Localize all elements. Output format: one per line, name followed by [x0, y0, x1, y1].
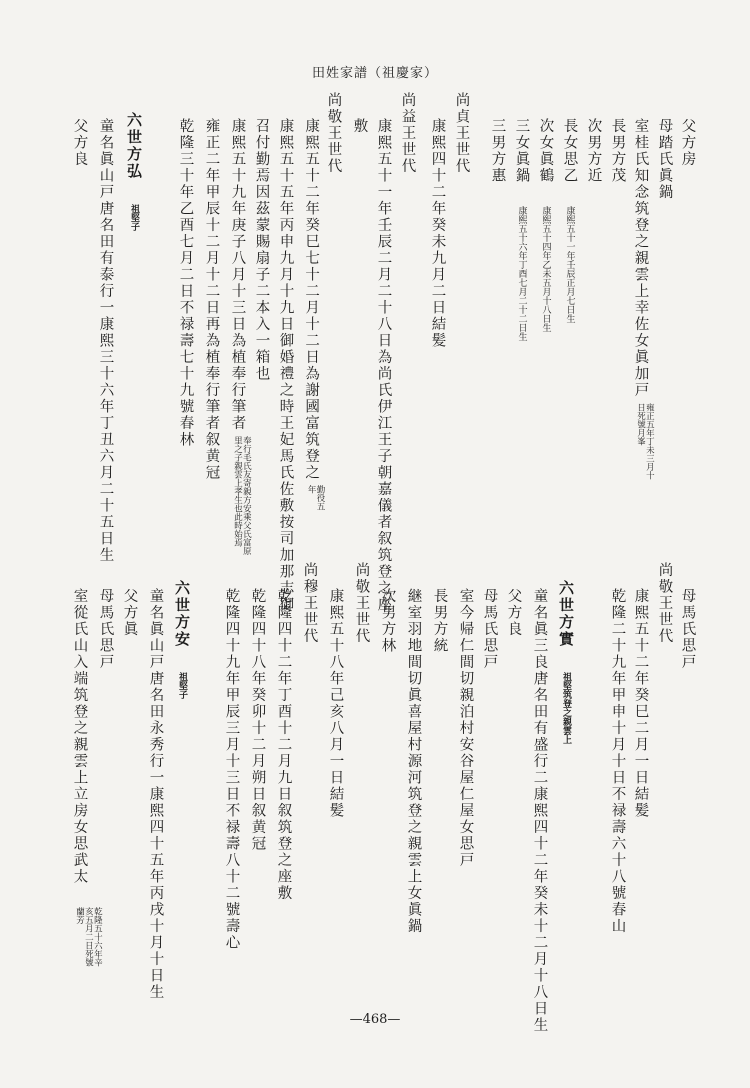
reign-shoeki: 尚益王世代 [399, 92, 416, 175]
entry-hojitsu-second-son: 次男方林 [379, 588, 396, 654]
heading-hoan: 六世方安 祖堅子 [173, 580, 191, 699]
note: 雍正五年丁未三月十日死號月峯 [635, 402, 655, 479]
entry-hoan-wife: 室從氏山入端筑登之親雲上立房女思武太 乾隆五十六年辛亥五月二日死號蘭芳 [71, 588, 103, 967]
entry-hojitsu-eldest-son: 長男方統 [431, 588, 448, 654]
entry-hojitsu-1777: 乾隆四十二年丁酉十二月九日叙筑登之座敷 [275, 588, 292, 902]
entry-third-daughter: 三女眞鍋 康熙五十六年丁酉七月二十二日生 [513, 118, 530, 341]
entry-hojitsu-wife: 室今帰仁間切親泊村安谷屋仁屋女思戸 [457, 588, 474, 869]
entry-eldest-son: 長男方茂 [609, 118, 626, 184]
entry-1716: 康熙五十五年丙申九月十九日御婚禮之時王妃馬氏佐敷按司加那志御 [277, 118, 294, 613]
entry-1724: 雍正二年甲辰十二月十二日再為植奉行筆者叙黄冠 [203, 118, 220, 481]
entry-second-daughter: 次女眞鶴 康熙五十四年乙未五月十八日生 [537, 118, 554, 332]
entry-hoan-mother: 母馬氏思戸 [97, 588, 114, 671]
reign-shokei-3: 尚敬王世代 [353, 562, 370, 645]
entry-hojitsu-second-wife: 継室羽地間切眞喜屋村源河筑登之親雲上女眞鍋 [405, 588, 422, 935]
entry-hoko-mother: 母馬氏思戸 [679, 588, 696, 671]
entry-1720: 康熙五十九年庚子八月十三日為植奉行筆者奉行毛氏友寄親方安乘父氏富原里之子親雲上孝生也此時始焉 [229, 118, 252, 555]
entry-wife: 室桂氏知念筑登之親雲上幸佐女眞加戸雍正五年丁未三月十日死號月峯 [633, 118, 653, 483]
reign-shokei-2: 尚敬王世代 [656, 562, 673, 645]
reign-shokei: 尚敬王世代 [325, 92, 342, 175]
entry-hojitsu-age: 康熙五十八年己亥八月一日結髪 [327, 588, 344, 819]
page-header-title: 田姓家譜（祖慶家） [311, 66, 438, 81]
entry-hojitsu-death: 乾隆四十九年甲辰三月十三日不禄壽八十二號壽心 [223, 588, 240, 951]
entry-hojitsu-1783: 乾隆四十八年癸卯十二月朔日叙黄冠 [249, 588, 266, 852]
page-number: —468— [349, 1012, 401, 1027]
entry-hoko-age: 康熙五十二年癸巳二月一日結髪 [632, 588, 649, 819]
entry-second-son: 次男方近 [585, 118, 602, 184]
entry-mother: 母踏氏眞鍋 [656, 118, 673, 201]
entry-hojitsu-father: 父方良 [505, 588, 522, 638]
entry-1716-cont: 召付勤焉因茲蒙賜扇子二本入一箱也 [253, 118, 270, 382]
entry-hojitsu-birth: 童名眞三良唐名田有盛行二康熙四十二年癸未十二月十八日生 [531, 588, 548, 1034]
entry-hoko-birth: 童名眞山戸唐名田有泰行一康熙三十六年丁丑六月二十五日生 [97, 118, 114, 564]
entry-rank-1712: 康熙五十一年壬辰二月二十八日為尚氏伊江王子朝嘉儀者叙筑登之座 [375, 118, 392, 613]
entry-hoko-death: 乾隆二十九年甲申十月十日不禄壽六十八號春山 [609, 588, 626, 935]
reign-shoboku: 尚穆王世代 [301, 562, 318, 645]
entry-rank-1712-cont: 敷 [351, 118, 368, 135]
entry-hoan-birth: 童名眞山戸唐名田永秀行一康熙四十五年丙戌十月十日生 [147, 588, 164, 1001]
reign-shotei: 尚貞王世代 [453, 92, 470, 175]
entry-third-son: 三男方惠 [489, 118, 506, 184]
heading-hojitsu: 六世方實 祖堅筑登之親雲上 [557, 580, 575, 744]
entry-father: 父方房 [679, 118, 696, 168]
entry-coming-of-age: 康熙四十二年癸未九月二日結髪 [429, 118, 446, 349]
entry-hojitsu-mother: 母馬氏思戸 [481, 588, 498, 671]
heading-hoko: 六世方弘 祖堅子 [125, 112, 143, 231]
entry-hoko-father: 父方良 [71, 118, 88, 168]
entry-hoan-father: 父方眞 [121, 588, 138, 638]
entry-death-1765: 乾隆三十年乙酉七月二日不禄壽七十九號春林 [177, 118, 194, 448]
entry-eldest-daughter: 長女思乙 康熙五十一年壬辰正月七日生 [561, 118, 578, 323]
entry-1713: 康熙五十二年癸巳七十二月十二日為謝國富筑登之勤役五年 [303, 118, 325, 511]
